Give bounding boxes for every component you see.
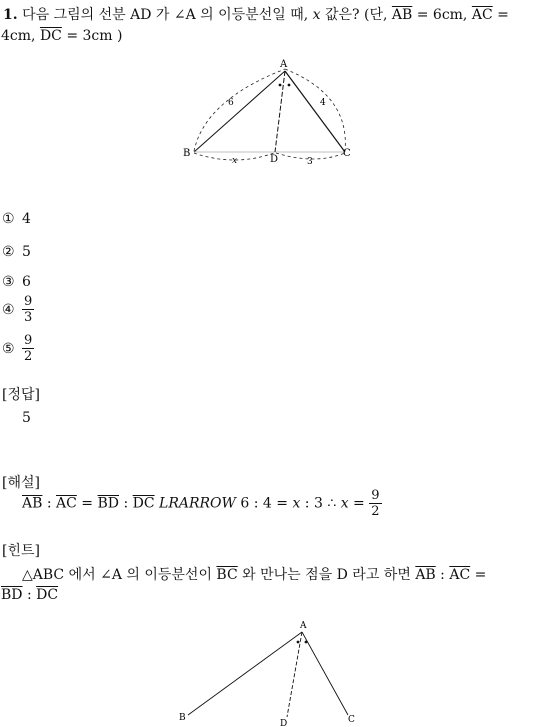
- label-b: B: [183, 148, 191, 159]
- triangle-figure-1: [170, 55, 370, 170]
- side-ac: [285, 71, 345, 152]
- fig2-label-b: B: [179, 713, 186, 723]
- choice-1[interactable]: [2, 211, 31, 227]
- hint-seg-dc: $\overline{DC}$: [36, 587, 59, 603]
- expl-eq-1: =: [76, 495, 98, 512]
- choice-3-mark: ③: [2, 274, 15, 290]
- explanation-heading: [해설]: [2, 475, 40, 491]
- fig2-bisector: [287, 632, 302, 717]
- choice-2-value: 5: [22, 244, 31, 260]
- expl-colon-2: :: [119, 495, 133, 512]
- bisector-ad: [275, 71, 285, 152]
- segment-ac: $\overline{AC}$: [471, 7, 493, 23]
- question-text-mid: 값은? (단,: [320, 7, 392, 23]
- expl-seg-ab: $\overline{AB}$: [22, 495, 43, 512]
- expl-numerator: 9: [371, 488, 380, 503]
- question-eq-ab: = 6cm,: [412, 7, 472, 23]
- label-dc-length: 3: [307, 157, 313, 167]
- fig2-label-c: C: [348, 715, 355, 725]
- hint-colon-1: :: [435, 567, 450, 583]
- expl-colon-1: :: [42, 495, 57, 512]
- expl-ratio: 6 : 4 =: [240, 495, 293, 512]
- hint-line-2: [1, 587, 58, 603]
- choice-1-value: 4: [22, 211, 31, 227]
- expl-arrow: LRARROW: [154, 495, 241, 512]
- expl-ratio-2: : 3 ∴: [300, 495, 341, 512]
- question-eq-dc: = 3cm ): [61, 28, 123, 44]
- hint-seg-bc: $\overline{BC}$: [216, 567, 238, 583]
- hint-text-1: △ABC 에서 ∠A 의 이등분선이: [22, 567, 217, 583]
- label-ac-length: 4: [320, 98, 326, 108]
- choice-4[interactable]: [2, 294, 34, 325]
- choice-4-numerator: 9: [24, 294, 33, 309]
- hint-seg-ac: $\overline{AC}$: [449, 567, 471, 583]
- choice-3-value: 6: [22, 274, 31, 290]
- question-number: 1.: [3, 7, 18, 23]
- label-c: C: [343, 148, 351, 159]
- expl-seg-dc: $\overline{DC}$: [132, 495, 155, 512]
- side-ab: [194, 71, 285, 152]
- expl-var-x: x: [292, 495, 301, 512]
- expl-seg-bd: $\overline{BD}$: [97, 495, 120, 512]
- segment-dc: $\overline{DC}$: [39, 28, 62, 44]
- label-ab-length: 6: [228, 98, 234, 108]
- explanation-formula: [22, 488, 382, 519]
- choice-4-denominator: 3: [24, 310, 33, 325]
- hint-line-1: [22, 564, 486, 584]
- expl-denominator: 2: [371, 504, 380, 519]
- choice-4-mark: ④: [2, 301, 15, 318]
- choice-2[interactable]: [2, 244, 31, 260]
- choice-1-mark: ①: [2, 211, 15, 227]
- question-line-1: [3, 4, 509, 24]
- label-a: A: [280, 59, 288, 70]
- angle-mark-1: [279, 84, 282, 87]
- expl-seg-ac: $\overline{AC}$: [56, 495, 77, 512]
- choice-5[interactable]: [2, 333, 34, 364]
- fig2-angle-mark-1: [297, 641, 300, 644]
- expl-var-x-2: x: [340, 495, 349, 512]
- choice-3[interactable]: [2, 274, 31, 290]
- expl-fraction: [369, 488, 381, 519]
- hint-seg-bd: $\overline{BD}$: [1, 587, 23, 603]
- choice-2-mark: ②: [2, 244, 15, 260]
- fig2-angle-mark-2: [305, 641, 308, 644]
- expl-eq-2: =: [348, 495, 370, 512]
- label-bd-length: x: [232, 156, 238, 166]
- angle-mark-2: [288, 84, 291, 87]
- question-eq-sign: =: [492, 7, 509, 23]
- hint-eq: =: [470, 567, 487, 583]
- choice-5-mark: ⑤: [2, 340, 15, 357]
- question-line2-pre: 4cm,: [1, 28, 40, 44]
- segment-ab: $\overline{AB}$: [391, 7, 413, 23]
- hint-seg-ab: $\overline{AB}$: [415, 567, 436, 583]
- question-line-2: [1, 28, 122, 44]
- fig2-label-a: A: [300, 621, 307, 631]
- fig2-side-ab: [188, 632, 302, 715]
- arc-ac: [285, 69, 345, 151]
- question-var-x: x: [312, 7, 321, 23]
- choice-5-fraction: [22, 333, 34, 364]
- fig2-side-ac: [302, 632, 348, 715]
- choice-4-fraction: [22, 294, 34, 325]
- triangle-figure-2: [172, 615, 362, 727]
- fig2-label-d: D: [280, 719, 288, 727]
- hint-text-2: 와 만나는 점을 D 라고 하면: [237, 567, 416, 583]
- hint-colon-2: :: [22, 587, 37, 603]
- answer-value: 5: [22, 410, 31, 426]
- label-d: D: [270, 154, 279, 165]
- hint-heading: [힌트]: [2, 543, 40, 559]
- choice-5-numerator: 9: [24, 333, 33, 348]
- answer-heading: [정답]: [2, 387, 40, 403]
- question-text-pre: 다음 그림의 선분 AD 가 ∠A 의 이등분선일 때,: [22, 7, 313, 23]
- arc-ab: [194, 69, 285, 151]
- choice-5-denominator: 2: [24, 349, 33, 364]
